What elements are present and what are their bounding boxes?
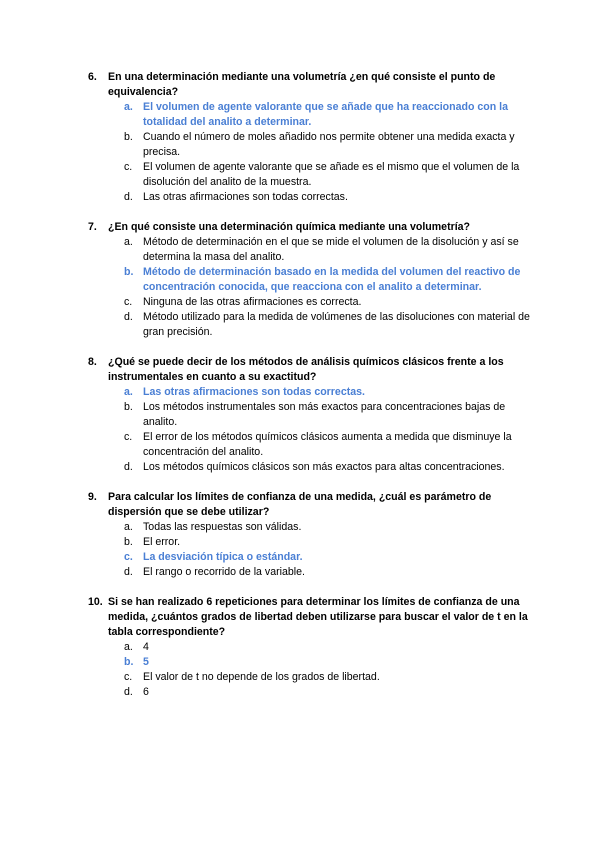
question-stem — [88, 490, 533, 520]
question-number: 9. — [88, 491, 97, 503]
answer-option — [88, 310, 533, 340]
answer-option — [88, 460, 533, 475]
option-text: Las otras afirmaciones son todas correctas. — [143, 191, 348, 203]
option-text: Método utilizado para la medida de volúmenes de las disoluciones con material de gran precisión. — [143, 311, 530, 338]
option-letter: d. — [124, 311, 133, 323]
option-text: Las otras afirmaciones son todas correctas. — [143, 386, 365, 398]
answer-option — [88, 190, 533, 205]
answer-option-correct — [88, 385, 533, 400]
question-stem — [88, 70, 533, 100]
option-text: El rango o recorrido de la variable. — [143, 566, 305, 578]
option-letter: a. — [124, 101, 133, 113]
question-text: Si se han realizado 6 repeticiones para determinar los límites de confianza de una medida, ¿cuántos grados de libertad deben utilizarse para buscar el valor de t en la tabla correspondiente? — [108, 596, 528, 638]
question-list — [88, 70, 533, 715]
question-text: Para calcular los límites de confianza de una medida, ¿cuál es parámetro de dispersión que se debe utilizar? — [108, 491, 492, 518]
option-text: El error de los métodos químicos clásicos aumenta a medida que disminuye la concentración del analito. — [143, 431, 512, 458]
option-text: Cuando el número de moles añadido nos permite obtener una medida exacta y precisa. — [143, 131, 515, 158]
answer-option — [88, 235, 533, 265]
answer-option — [88, 565, 533, 580]
option-text: 5 — [143, 656, 149, 668]
question-stem — [88, 220, 533, 235]
answer-option-correct — [88, 550, 533, 565]
answer-option — [88, 295, 533, 310]
option-text: 4 — [143, 641, 149, 653]
question-number: 8. — [88, 356, 97, 368]
option-letter: a. — [124, 521, 133, 533]
question-stem — [88, 355, 533, 385]
option-text: Todas las respuestas son válidas. — [143, 521, 302, 533]
question-7 — [88, 220, 533, 340]
answer-option-correct — [88, 265, 533, 295]
question-text: En una determinación mediante una volumetría ¿en qué consiste el punto de equivalencia? — [108, 71, 496, 98]
option-text: Los métodos químicos clásicos son más exactos para altas concentraciones. — [143, 461, 505, 473]
answer-options — [88, 385, 533, 475]
option-letter: c. — [124, 431, 133, 443]
question-10 — [88, 595, 533, 700]
answer-option — [88, 400, 533, 430]
question-text: ¿En qué consiste una determinación química mediante una volumetría? — [108, 221, 471, 233]
option-letter: a. — [124, 641, 133, 653]
option-letter: c. — [124, 161, 133, 173]
answer-option — [88, 670, 533, 685]
option-letter: b. — [124, 536, 133, 548]
option-text: Método de determinación en el que se mide el volumen de la disolución y así se determina la masa del analito. — [143, 236, 519, 263]
option-text: Ninguna de las otras afirmaciones es correcta. — [143, 296, 362, 308]
question-9 — [88, 490, 533, 580]
option-letter: d. — [124, 566, 133, 578]
answer-option-correct — [88, 100, 533, 130]
option-letter: d. — [124, 461, 133, 473]
option-text: El error. — [143, 536, 181, 548]
option-letter: b. — [124, 266, 134, 278]
answer-option — [88, 430, 533, 460]
question-stem — [88, 595, 533, 640]
option-text: El volumen de agente valorante que se añade es el mismo que el volumen de la disolución del analito de la muestra. — [143, 161, 520, 188]
answer-option — [88, 685, 533, 700]
answer-option — [88, 160, 533, 190]
answer-option — [88, 535, 533, 550]
answer-option — [88, 520, 533, 535]
option-letter: b. — [124, 131, 133, 143]
option-text: La desviación típica o estándar. — [143, 551, 303, 563]
option-letter: b. — [124, 656, 134, 668]
option-text: 6 — [143, 686, 149, 698]
option-letter: c. — [124, 296, 133, 308]
option-letter: b. — [124, 401, 133, 413]
question-text: ¿Qué se puede decir de los métodos de análisis químicos clásicos frente a los instrumentales en cuanto a su exactitud? — [108, 356, 504, 383]
option-text: El volumen de agente valorante que se añade que ha reaccionado con la totalidad del analito a determinar. — [143, 101, 509, 128]
answer-option — [88, 130, 533, 160]
question-number: 10. — [88, 596, 103, 608]
answer-options — [88, 100, 533, 205]
option-text: Método de determinación basado en la medida del volumen del reactivo de concentración conocida, que reacciona con el analito a determinar. — [143, 266, 521, 293]
option-letter: d. — [124, 191, 133, 203]
option-letter: d. — [124, 686, 133, 698]
option-letter: a. — [124, 236, 133, 248]
option-letter: c. — [124, 551, 133, 563]
answer-options — [88, 235, 533, 340]
answer-options — [88, 520, 533, 580]
option-letter: c. — [124, 671, 133, 683]
answer-option — [88, 640, 533, 655]
answer-option-correct — [88, 655, 533, 670]
question-number: 7. — [88, 221, 97, 233]
question-6 — [88, 70, 533, 205]
option-letter: a. — [124, 386, 133, 398]
option-text: El valor de t no depende de los grados de libertad. — [143, 671, 380, 683]
question-8 — [88, 355, 533, 475]
question-number: 6. — [88, 71, 97, 83]
answer-options — [88, 640, 533, 700]
option-text: Los métodos instrumentales son más exactos para concentraciones bajas de analito. — [143, 401, 506, 428]
